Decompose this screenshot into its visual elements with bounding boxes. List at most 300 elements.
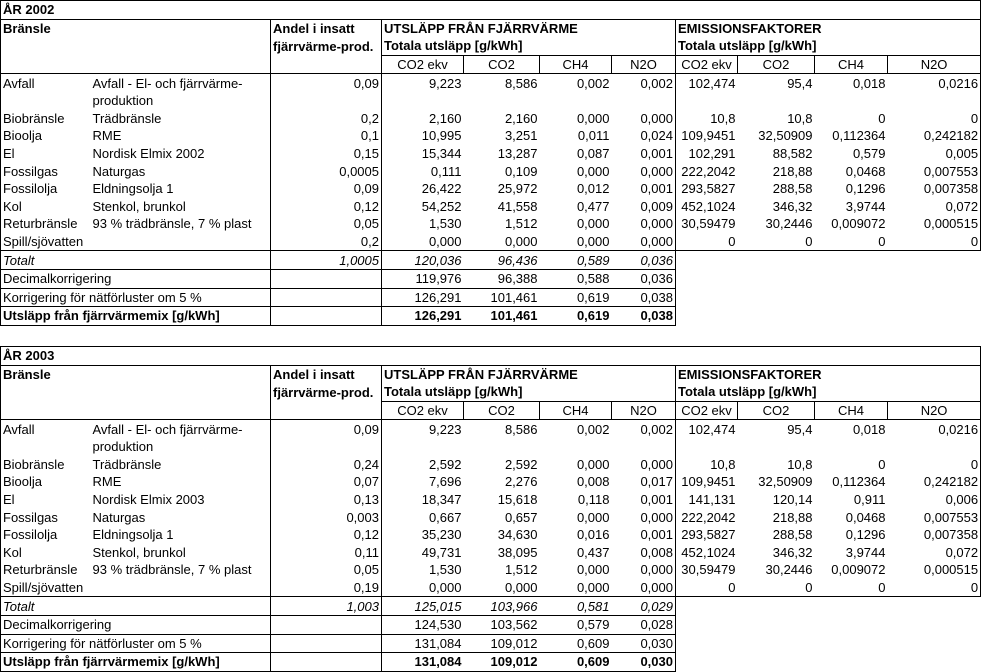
emission-value: 0,0468 <box>845 163 886 179</box>
fuel-category: Bioolja <box>1 127 91 145</box>
table-row <box>1 74 981 92</box>
emission-value: 0 <box>805 234 813 250</box>
emission-table <box>0 0 981 326</box>
emission-value: 0,007358 <box>888 180 981 198</box>
table-row <box>1 579 981 597</box>
korr-value: 126,291 <box>382 288 464 307</box>
andel-value: 0,15 <box>271 145 382 163</box>
utslapp-value: 0,000 <box>504 580 538 596</box>
emission-value: 0,911 <box>853 492 886 508</box>
utslapp-value: 0,001 <box>640 146 673 162</box>
column-header-co2: CO2 <box>738 55 815 74</box>
cell <box>271 634 382 653</box>
emission-value: 218,88 <box>772 163 813 179</box>
cell <box>271 615 382 634</box>
emission-value: 0 <box>676 233 738 251</box>
utslapp-value: 34,630 <box>497 527 538 543</box>
utslapp-value: 0,000 <box>382 579 464 597</box>
emission-value: 0,018 <box>815 74 888 92</box>
cell <box>464 92 540 110</box>
emission-value: 30,59479 <box>676 561 738 579</box>
emission-value: 0,000515 <box>888 561 981 579</box>
header-utslapp: UTSLÄPP FRÅN FJÄRRVÄRME <box>382 19 676 37</box>
emission-value: 0,1296 <box>845 181 886 197</box>
utslapp-value: 0,002 <box>612 74 676 92</box>
cell <box>612 92 676 110</box>
emission-value: 3,9744 <box>845 198 886 214</box>
decimal-value: 103,562 <box>464 615 540 634</box>
column-header-n2o: N2O <box>888 401 981 420</box>
emission-value: 30,2446 <box>765 216 813 232</box>
emission-value: 0 <box>878 110 886 126</box>
mix-value: 0,030 <box>612 653 676 672</box>
cell <box>738 92 815 110</box>
korr-label: Korrigering för nätförluster om 5 % <box>1 634 271 653</box>
header-emission-sub: Totala utsläpp [g/kWh] <box>676 383 981 401</box>
total-andel: 1,0005 <box>271 251 382 270</box>
andel-value: 0,09 <box>271 420 382 438</box>
andel-value: 0,05 <box>271 561 382 579</box>
decimal-value: 0,588 <box>540 269 612 288</box>
emission-table <box>0 346 981 672</box>
andel-value: 0,2 <box>271 233 382 251</box>
mix-value: 0,609 <box>540 653 612 672</box>
column-header-co2ekv: CO2 ekv <box>676 55 738 74</box>
emission-value: 0,009072 <box>831 216 886 232</box>
table-row <box>1 420 981 438</box>
column-header-n2o: N2O <box>612 401 676 420</box>
emission-value: 0,112364 <box>832 128 886 144</box>
cell <box>738 438 815 456</box>
column-header-co2: CO2 <box>464 401 540 420</box>
decimal-label: Decimalkorrigering <box>1 269 271 288</box>
utslapp-value: 0,118 <box>577 492 610 508</box>
emission-value: 109,9451 <box>676 473 738 491</box>
table-row <box>1 162 981 180</box>
utslapp-value: 15,618 <box>497 492 538 508</box>
fuel-category: Biobränsle <box>1 110 91 128</box>
cell <box>271 92 382 110</box>
utslapp-value: 0,000 <box>640 580 673 596</box>
utslapp-value: 0,657 <box>504 509 538 525</box>
emission-value: 0,005 <box>888 145 981 163</box>
emission-value: 0,009072 <box>831 562 886 578</box>
emission-value: 0 <box>878 234 886 250</box>
andel-value: 0,24 <box>271 456 382 474</box>
table-row <box>1 215 981 233</box>
utslapp-value: 1,512 <box>504 216 538 232</box>
utslapp-value: 0,000 <box>576 163 610 179</box>
utslapp-value: 0,017 <box>640 474 673 490</box>
mix-value: 109,012 <box>464 653 540 672</box>
mix-label: Utsläpp från fjärrvärmemix [g/kWh] <box>1 307 271 326</box>
header-emission-sub: Totala utsläpp [g/kWh] <box>676 37 981 55</box>
emission-value: 0,007553 <box>888 508 981 526</box>
utslapp-value: 0,000 <box>640 509 673 525</box>
mix-value: 0,038 <box>612 307 676 326</box>
emission-value: 0 <box>878 456 886 472</box>
utslapp-value: 2,160 <box>504 110 538 126</box>
emission-value: 95,4 <box>738 74 815 92</box>
emission-value: 10,8 <box>676 456 738 474</box>
fuel-name: Trädbränsle <box>92 110 162 126</box>
emission-value: 288,58 <box>772 527 813 543</box>
emission-value: 452,1024 <box>676 198 738 216</box>
emission-value: 0 <box>888 456 981 474</box>
emission-value: 288,58 <box>772 181 813 197</box>
table-row <box>1 491 981 509</box>
decimal-value: 0,036 <box>612 269 676 288</box>
emission-value: 0,1296 <box>845 527 886 543</box>
utslapp-value: 0,000 <box>576 509 610 525</box>
utslapp-value: 0,111 <box>382 162 464 180</box>
emission-value: 3,9744 <box>845 544 886 560</box>
utslapp-value: 18,347 <box>382 491 464 509</box>
emission-value: 30,2446 <box>765 562 813 578</box>
table-row <box>1 544 981 562</box>
utslapp-value: 0,667 <box>382 508 464 526</box>
decimal-label: Decimalkorrigering <box>1 615 271 634</box>
utslapp-value: 0,000 <box>576 234 610 250</box>
utslapp-value: 13,287 <box>497 146 538 162</box>
emission-value: 218,88 <box>772 509 813 525</box>
utslapp-value: 0,000 <box>640 216 673 232</box>
total-value: 0,581 <box>540 597 612 616</box>
emission-value: 102,291 <box>676 145 738 163</box>
utslapp-value: 0,000 <box>382 233 464 251</box>
year-block-0 <box>0 0 979 326</box>
emission-value: 0,242182 <box>888 127 981 145</box>
fuel-category: Bioolja <box>1 473 91 491</box>
utslapp-value: 0,000 <box>640 234 673 250</box>
cell <box>271 307 382 326</box>
fuel-category: Returbränsle <box>1 561 91 579</box>
utslapp-value: 0,012 <box>576 181 610 197</box>
utslapp-value: 0,011 <box>577 128 610 144</box>
emission-value: 141,131 <box>676 491 738 509</box>
header-bransle: Bränsle <box>1 365 271 383</box>
fuel-category: Avfall <box>1 420 91 438</box>
mix-value: 126,291 <box>382 307 464 326</box>
fuel-name: Naturgas <box>92 509 146 525</box>
mix-value: 0,619 <box>540 307 612 326</box>
fuel-name-cont: produktion <box>92 439 154 455</box>
emission-value: 222,2042 <box>676 162 738 180</box>
utslapp-value: 3,251 <box>504 128 538 144</box>
emission-value: 32,50909 <box>758 128 813 144</box>
utslapp-value: 2,592 <box>382 456 464 474</box>
emission-value: 0,006 <box>888 491 981 509</box>
cell <box>888 597 981 616</box>
total-row <box>1 251 981 270</box>
emission-value: 0,018 <box>815 420 888 438</box>
cell <box>815 251 888 270</box>
utslapp-value: 49,731 <box>382 544 464 562</box>
fuel-name: Eldningsolja 1 <box>92 527 174 543</box>
cell <box>464 438 540 456</box>
column-header-ch4: CH4 <box>815 55 888 74</box>
cell <box>540 92 612 110</box>
fuel-name: Avfall - El- och fjärrvärme- <box>91 420 271 438</box>
andel-value: 0,2 <box>271 110 382 128</box>
fuel-category: Returbränsle <box>1 215 91 233</box>
emission-value: 32,50909 <box>758 474 813 490</box>
andel-value: 0,11 <box>271 544 382 562</box>
utslapp-value: 0,109 <box>504 163 538 179</box>
utslapp-value: 0,000 <box>640 456 673 472</box>
utslapp-value: 0,002 <box>612 420 676 438</box>
mix-label: Utsläpp från fjärrvärmemix [g/kWh] <box>1 653 271 672</box>
utslapp-value: 9,223 <box>382 420 464 438</box>
utslapp-value: 0,008 <box>576 474 610 490</box>
cell <box>271 269 382 288</box>
cell <box>676 92 738 110</box>
fuel-category: Fossilgas <box>1 508 91 526</box>
utslapp-value: 0,002 <box>540 74 612 92</box>
utslapp-value: 0,024 <box>640 128 673 144</box>
utslapp-value: 0,087 <box>576 146 610 162</box>
emission-value: 222,2042 <box>676 508 738 526</box>
emission-value: 0 <box>888 233 981 251</box>
fuel-name <box>91 233 271 251</box>
decimal-value: 96,388 <box>464 269 540 288</box>
cell <box>1 92 91 110</box>
header-utslapp: UTSLÄPP FRÅN FJÄRRVÄRME <box>382 365 676 383</box>
emission-value: 0,0216 <box>888 74 981 92</box>
emission-value: 109,9451 <box>676 127 738 145</box>
cell <box>738 251 815 270</box>
fuel-name: RME <box>92 474 122 490</box>
header-blank <box>1 55 271 74</box>
cell <box>815 92 888 110</box>
fuel-name: Nordisk Elmix 2003 <box>92 492 205 508</box>
table-row <box>1 526 981 544</box>
utslapp-value: 1,530 <box>382 215 464 233</box>
fuel-category: Spill/sjövatten <box>1 579 91 597</box>
fuel-name: Trädbränsle <box>92 456 162 472</box>
emission-value: 0,112364 <box>832 474 886 490</box>
emission-value: 102,474 <box>676 74 738 92</box>
header-bransle: Bränsle <box>1 19 271 37</box>
fuel-category: Kol <box>1 198 91 216</box>
andel-value: 0,07 <box>271 473 382 491</box>
emission-value: 293,5827 <box>676 526 738 544</box>
total-value: 125,015 <box>382 597 464 616</box>
utslapp-value: 1,530 <box>382 561 464 579</box>
emission-value: 293,5827 <box>676 180 738 198</box>
fuel-name: Eldningsolja 1 <box>92 181 174 197</box>
emission-value: 0,0216 <box>888 420 981 438</box>
utslapp-value: 0,000 <box>640 110 673 126</box>
cell <box>271 653 382 672</box>
fuel-category: Kol <box>1 544 91 562</box>
header-andel: Andel i insatt <box>271 19 382 37</box>
emission-value: 346,32 <box>772 544 813 560</box>
emission-value: 0,072 <box>888 198 981 216</box>
fuel-name: Stenkol, brunkol <box>92 544 186 560</box>
column-header-n2o: N2O <box>612 55 676 74</box>
cell <box>271 288 382 307</box>
header-emission: EMISSIONSFAKTORER <box>676 19 981 37</box>
utslapp-value: 35,230 <box>382 526 464 544</box>
mix-value: 101,461 <box>464 307 540 326</box>
korr-value: 0,609 <box>540 634 612 653</box>
cell <box>888 251 981 270</box>
utslapp-value: 1,512 <box>504 562 538 578</box>
fuel-name: Avfall - El- och fjärrvärme- <box>91 74 271 92</box>
header-blank <box>1 37 271 55</box>
emission-value: 0,0468 <box>845 509 886 525</box>
decimal-value: 0,579 <box>540 615 612 634</box>
column-header-co2ekv: CO2 ekv <box>382 401 464 420</box>
total-value: 120,036 <box>382 251 464 270</box>
andel-value: 0,09 <box>271 180 382 198</box>
emission-value: 0 <box>888 110 981 128</box>
emission-value: 102,474 <box>676 420 738 438</box>
cell <box>540 438 612 456</box>
andel-value: 0,0005 <box>271 162 382 180</box>
table-row <box>1 198 981 216</box>
cell <box>1 438 91 456</box>
emission-value: 0,242182 <box>888 473 981 491</box>
total-value: 103,966 <box>464 597 540 616</box>
total-andel: 1,003 <box>271 597 382 616</box>
year-title: ÅR 2003 <box>1 347 981 366</box>
total-value: 0,029 <box>612 597 676 616</box>
fuel-category: El <box>1 145 91 163</box>
column-header-co2: CO2 <box>738 401 815 420</box>
column-header-ch4: CH4 <box>540 401 612 420</box>
utslapp-value: 0,000 <box>576 580 610 596</box>
utslapp-value: 15,344 <box>382 145 464 163</box>
utslapp-value: 0,000 <box>640 562 673 578</box>
utslapp-value: 38,095 <box>497 544 538 560</box>
emission-value: 0 <box>805 580 813 596</box>
utslapp-value: 0,001 <box>640 181 673 197</box>
korr-label: Korrigering för nätförluster om 5 % <box>1 288 271 307</box>
table-row <box>1 145 981 163</box>
andel-value: 0,13 <box>271 491 382 509</box>
header-emission: EMISSIONSFAKTORER <box>676 365 981 383</box>
korr-value: 0,030 <box>612 634 676 653</box>
fuel-category: Avfall <box>1 74 91 92</box>
column-header-ch4: CH4 <box>815 401 888 420</box>
utslapp-value: 2,592 <box>504 456 538 472</box>
emission-value: 10,8 <box>787 456 813 472</box>
cell <box>612 438 676 456</box>
decimal-value: 119,976 <box>382 269 464 288</box>
emission-value: 30,59479 <box>676 215 738 233</box>
utslapp-value: 8,586 <box>464 74 540 92</box>
andel-value: 0,09 <box>271 74 382 92</box>
column-header-ch4: CH4 <box>540 55 612 74</box>
utslapp-value: 9,223 <box>382 74 464 92</box>
korr-value: 131,084 <box>382 634 464 653</box>
utslapp-value: 0,000 <box>576 110 610 126</box>
cell <box>676 438 738 456</box>
cell <box>815 597 888 616</box>
cell <box>271 438 382 456</box>
column-header-co2ekv: CO2 ekv <box>676 401 738 420</box>
korr-value: 109,012 <box>464 634 540 653</box>
total-label: Totalt <box>1 597 271 616</box>
utslapp-value: 0,000 <box>576 456 610 472</box>
table-row <box>1 508 981 526</box>
andel-value: 0,12 <box>271 198 382 216</box>
andel-value: 0,1 <box>271 127 382 145</box>
fuel-name-cont: produktion <box>92 93 154 109</box>
emission-value: 95,4 <box>738 420 815 438</box>
decimal-value: 0,028 <box>612 615 676 634</box>
utslapp-value: 54,252 <box>382 198 464 216</box>
utslapp-value: 2,276 <box>504 474 538 490</box>
utslapp-value: 41,558 <box>497 198 538 214</box>
fuel-category: Fossilolja <box>1 526 91 544</box>
andel-value: 0,003 <box>271 508 382 526</box>
emission-value: 0 <box>878 580 886 596</box>
utslapp-value: 7,696 <box>382 473 464 491</box>
header-blank <box>1 383 271 401</box>
table-row <box>1 110 981 128</box>
utslapp-value: 0,477 <box>576 198 610 214</box>
total-row <box>1 597 981 616</box>
header-andel: Andel i insatt <box>271 365 382 383</box>
total-label: Totalt <box>1 251 271 270</box>
emission-value: 0,579 <box>852 146 886 162</box>
utslapp-value: 0,437 <box>576 544 610 560</box>
fuel-name: RME <box>92 128 122 144</box>
utslapp-value: 0,000 <box>576 216 610 232</box>
header-blank <box>1 401 271 420</box>
column-header-co2: CO2 <box>464 55 540 74</box>
fuel-name: Nordisk Elmix 2002 <box>92 146 205 162</box>
table-row <box>1 180 981 198</box>
column-header-n2o: N2O <box>888 55 981 74</box>
cell <box>676 251 738 270</box>
andel-value: 0,19 <box>271 579 382 597</box>
emission-value: 0,007358 <box>888 526 981 544</box>
year-title: ÅR 2002 <box>1 1 981 20</box>
total-value: 0,589 <box>540 251 612 270</box>
utslapp-value: 0,001 <box>640 492 673 508</box>
header-andel-2: fjärrvärme-prod. <box>271 383 382 401</box>
table-row <box>1 233 981 251</box>
year-block-1 <box>0 346 979 672</box>
utslapp-value: 0,009 <box>640 198 673 214</box>
utslapp-value: 0,002 <box>540 420 612 438</box>
korr-value: 0,619 <box>540 288 612 307</box>
fuel-category: Fossilolja <box>1 180 91 198</box>
emission-value: 452,1024 <box>676 544 738 562</box>
fuel-category: El <box>1 491 91 509</box>
korr-value: 0,038 <box>612 288 676 307</box>
utslapp-value: 0,016 <box>576 527 610 543</box>
total-value: 0,036 <box>612 251 676 270</box>
utslapp-value: 2,160 <box>382 110 464 128</box>
total-value: 96,436 <box>464 251 540 270</box>
utslapp-value: 25,972 <box>497 181 538 197</box>
emission-value: 0,072 <box>888 544 981 562</box>
fuel-category: Biobränsle <box>1 456 91 474</box>
header-utslapp-sub: Totala utsläpp [g/kWh] <box>382 383 676 401</box>
cell <box>888 438 981 456</box>
emission-value: 10,8 <box>787 110 813 126</box>
fuel-category: Fossilgas <box>1 162 91 180</box>
fuel-name: 93 % trädbränsle, 7 % plast <box>92 562 252 578</box>
cell <box>738 597 815 616</box>
header-utslapp-sub: Totala utsläpp [g/kWh] <box>382 37 676 55</box>
emission-value: 120,14 <box>772 492 813 508</box>
